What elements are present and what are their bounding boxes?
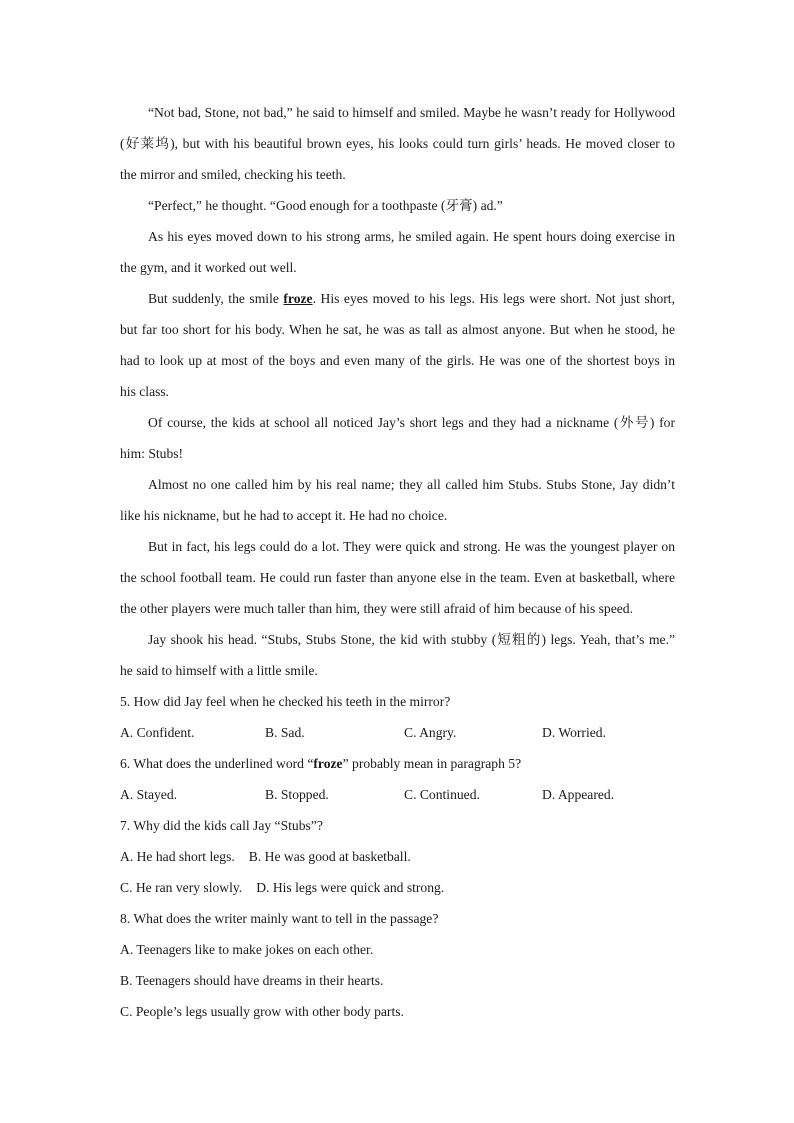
question-5-options	[120, 717, 675, 748]
passage-line: the school football team. He could run faster than anyone else in the team. Even at basketball, where	[120, 570, 675, 585]
underlined-word: froze	[283, 291, 313, 306]
passage-line: As his eyes moved down to his strong arms, he smiled again. He spent hours doing exercise in	[148, 229, 675, 244]
passage-line: his class.	[120, 384, 170, 399]
passage-line: the gym, and it worked out well.	[120, 260, 297, 275]
question-7-options-cd	[120, 872, 675, 903]
option-a[interactable]: A. He had short legs.	[120, 849, 235, 864]
question-5: 5. How did Jay feel when he checked his teeth in the mirror?	[120, 694, 451, 709]
question-6-options	[120, 779, 675, 810]
option-b[interactable]: B. Teenagers should have dreams in their hearts.	[120, 973, 384, 988]
option-b[interactable]: B. Stopped.	[265, 787, 329, 802]
option-a[interactable]: A. Teenagers like to make jokes on each other.	[120, 942, 374, 957]
passage-line: like his nickname, but he had to accept it. He had no choice.	[120, 508, 448, 523]
passage-line	[120, 283, 675, 314]
question-8: 8. What does the writer mainly want to tell in the passage?	[120, 911, 439, 926]
passage-text: . His eyes moved to his legs. His legs were short. Not just short,	[312, 291, 675, 306]
document-content	[120, 97, 675, 1027]
option-a[interactable]: A. Confident.	[120, 725, 195, 740]
option-d[interactable]: D. Worried.	[542, 725, 606, 740]
option-c[interactable]: C. Angry.	[404, 725, 457, 740]
option-a[interactable]: A. Stayed.	[120, 787, 178, 802]
question-text: 6. What does the underlined word “	[120, 756, 314, 771]
passage-line: “Perfect,” he thought. “Good enough for a toothpaste (牙膏) ad.”	[148, 198, 503, 213]
passage-line: had to look up at most of the boys and even many of the girls. He was one of the shortest boys in	[120, 353, 675, 368]
question-7-options-ab	[120, 841, 675, 872]
question-text: ” probably mean in paragraph 5?	[342, 756, 522, 771]
passage-line: he said to himself with a little smile.	[120, 663, 318, 678]
question-keyword: froze	[313, 756, 343, 771]
passage-line: the other players were much taller than him, they were still afraid of him because of his speed.	[120, 601, 633, 616]
passage-line: Of course, the kids at school all noticed Jay’s short legs and they had a nickname (外号) for	[148, 415, 675, 430]
passage-line: “Not bad, Stone, not bad,” he said to himself and smiled. Maybe he wasn’t ready for Hollywood	[148, 105, 675, 120]
option-c[interactable]: C. He ran very slowly.	[120, 880, 243, 895]
passage-line: but far too short for his body. When he sat, he was as tall as almost anyone. But when he stood, he	[120, 322, 675, 337]
option-c[interactable]: C. People’s legs usually grow with other body parts.	[120, 1004, 404, 1019]
passage-text: But suddenly, the smile	[148, 291, 284, 306]
passage-line: him: Stubs!	[120, 446, 184, 461]
question-7: 7. Why did the kids call Jay “Stubs”?	[120, 818, 323, 833]
passage-line: Almost no one called him by his real name; they all called him Stubs. Stubs Stone, Jay didn’t	[148, 477, 675, 492]
passage-line: (好莱坞), but with his beautiful brown eyes, his looks could turn girls’ heads. He moved closer to	[120, 136, 675, 151]
option-d[interactable]: D. His legs were quick and strong.	[256, 880, 445, 895]
passage-line: the mirror and smiled, checking his teeth.	[120, 167, 346, 182]
option-b[interactable]: B. Sad.	[265, 725, 305, 740]
passage-line: Jay shook his head. “Stubs, Stubs Stone, the kid with stubby (短粗的) legs. Yeah, that’s me.”	[148, 632, 675, 647]
option-b[interactable]: B. He was good at basketball.	[248, 849, 411, 864]
question-6	[120, 748, 675, 779]
option-c[interactable]: C. Continued.	[404, 787, 480, 802]
option-d[interactable]: D. Appeared.	[542, 787, 615, 802]
passage-line: But in fact, his legs could do a lot. They were quick and strong. He was the youngest player on	[148, 539, 675, 554]
